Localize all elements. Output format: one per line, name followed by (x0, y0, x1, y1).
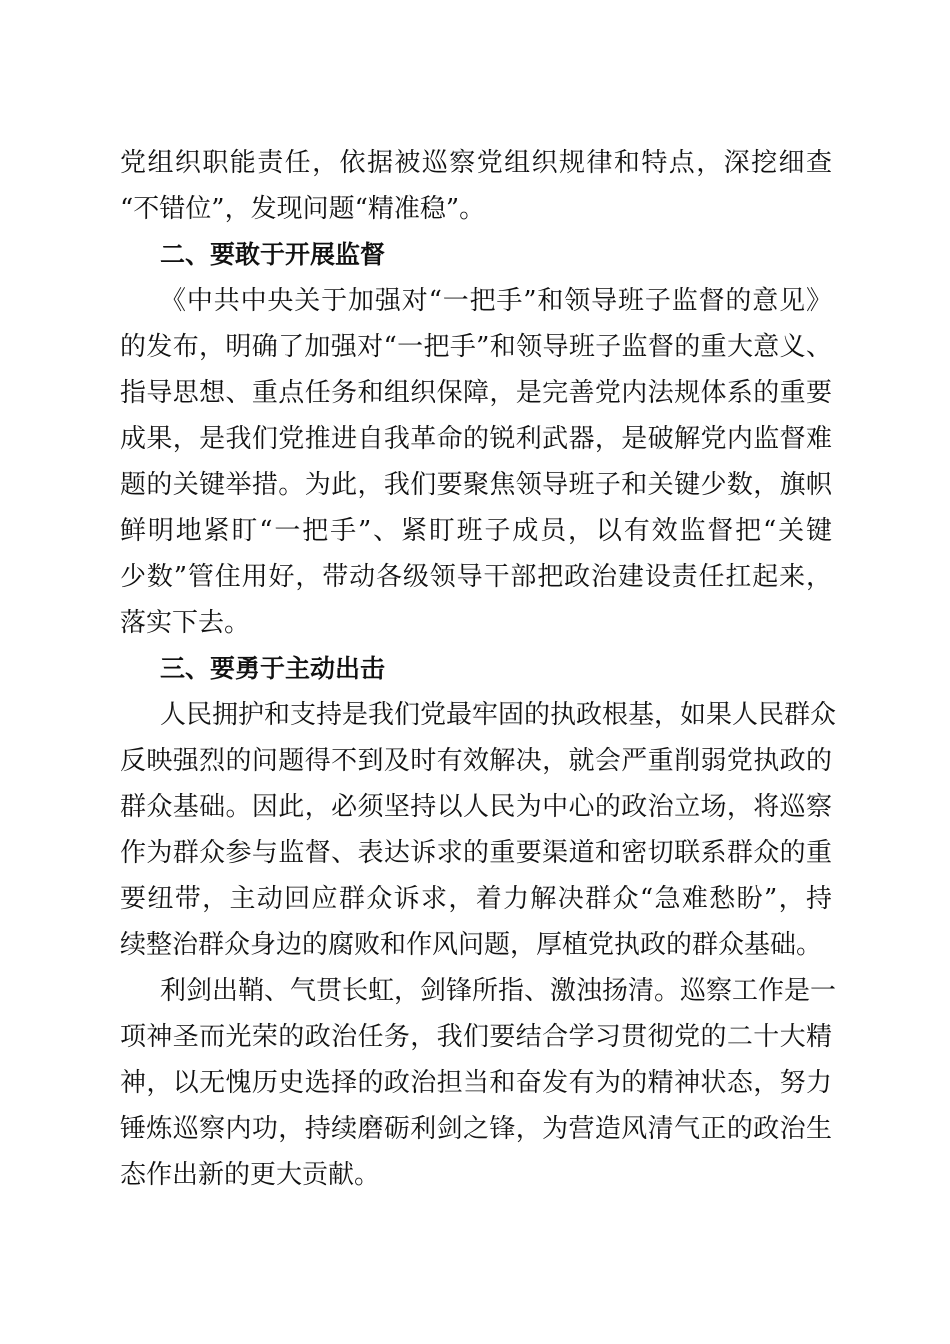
section-2-heading: 二、要敢于开展监督 (160, 240, 386, 269)
section-2-line-5: 题的关键举措。为此，我们要聚焦领导班子和关键少数，旗帜 (120, 470, 832, 500)
section-2-line-1: 《中共中央关于加强对“一把手”和领导班子监督的意见》 (160, 286, 832, 316)
section-3-line-1: 人民拥护和支持是我们党最牢固的执政根基，如果人民群众 (160, 700, 837, 730)
section-3-line-3: 群众基础。因此，必须坚持以人民为中心的政治立场，将巡察 (120, 792, 832, 822)
section-2-line-4: 成果，是我们党推进自我革命的锐利武器，是破解党内监督难 (120, 424, 832, 454)
section-3-line-5: 要纽带，主动回应群众诉求，着力解决群众“急难愁盼”，持 (120, 884, 832, 914)
conclusion-line-1: 利剑出鞘、气贯长虹，剑锋所指、激浊扬清。巡察工作是一 (160, 976, 837, 1006)
section-2-line-8: 落实下去。 (120, 608, 251, 638)
conclusion-line-2: 项神圣而光荣的政治任务，我们要结合学习贯彻党的二十大精 (120, 1022, 832, 1052)
conclusion-line-5: 态作出新的更大贡献。 (120, 1160, 381, 1190)
intro-line-1: 党组织职能责任，依据被巡察党组织规律和特点，深挖细查 (120, 148, 832, 178)
section-2-line-3: 指导思想、重点任务和组织保障，是完善党内法规体系的重要 (120, 378, 832, 408)
section-3-line-4: 作为群众参与监督、表达诉求的重要渠道和密切联系群众的重 (120, 838, 832, 868)
conclusion-line-3: 神，以无愧历史选择的政治担当和奋发有为的精神状态，努力 (120, 1068, 832, 1098)
section-2-line-7: 少数”管住用好，带动各级领导干部把政治建设责任扛起来， (120, 562, 832, 592)
section-3-line-2: 反映强烈的问题得不到及时有效解决，就会严重削弱党执政的 (120, 746, 832, 776)
section-3-line-6: 续整治群众身边的腐败和作风问题，厚植党执政的群众基础。 (120, 930, 823, 960)
conclusion-line-4: 锤炼巡察内功，持续磨砺利剑之锋，为营造风清气正的政治生 (120, 1114, 832, 1144)
intro-line-2: “不错位”，发现问题“精准稳”。 (120, 194, 486, 224)
section-2-line-2: 的发布，明确了加强对“一把手”和领导班子监督的重大意义、 (120, 332, 832, 362)
section-2-line-6: 鲜明地紧盯“一把手”、紧盯班子成员，以有效监督把“关键 (120, 516, 832, 546)
section-3-heading: 三、要勇于主动出击 (160, 654, 386, 683)
